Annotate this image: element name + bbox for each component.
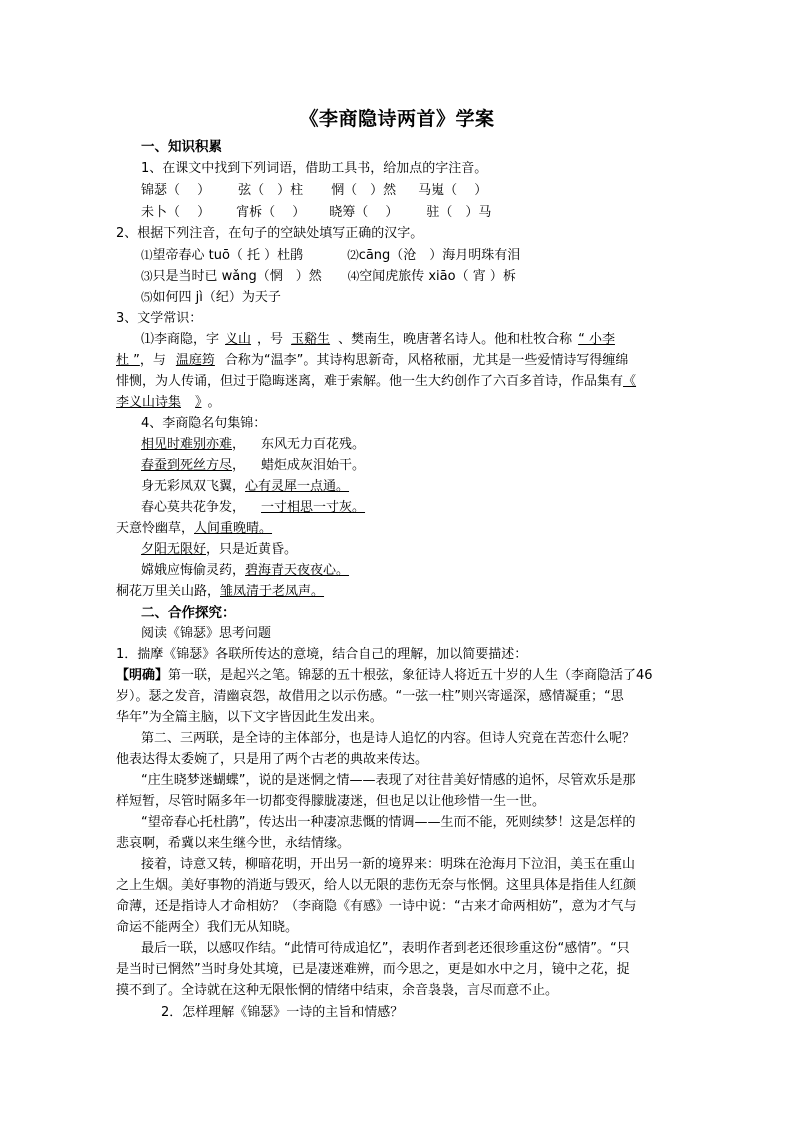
q2-row-2 [141,266,516,287]
question-1: 1、在课文中找到下列词语，借助工具书，给加点的字注音。 [141,161,488,176]
para5-line: 命运不能两全）我们无从知晓。 [116,920,299,935]
quote-blank: 夕阳无限好 [141,542,207,557]
quote-blank: 春蚕到死丝方尽 [141,458,233,473]
para4-line: “望帝春心托杜鹃”，传达出一种凄凉悲慨的情调——生而不能，死则续梦！这是怎样的 [141,815,636,830]
q2-num: ⑸ [141,290,153,304]
question-a2: 2．怎样理解《锦瑟》一诗的主旨和情感？ [161,1005,404,1020]
q3-text: 、樊南生，晚唐著名诗人。他和杜牧合称 [338,332,573,347]
q2-num: ⑵ [347,248,359,262]
para4-line: 悲哀啊，希冀以来生继今世，永结情缘。 [116,836,351,851]
q3-line-1 [141,330,615,350]
quote-line: 相见时难别亦难， 东风无力百花残。 [141,437,366,452]
question-4: 4、李商隐名句集锦： [141,416,267,431]
quote-line [116,519,272,539]
quote-blank: 雏凤清于老凤声。 [220,584,325,599]
reading-prompt: 阅读《锦瑟》思考问题 [141,626,272,641]
q3-text: 。 [207,395,221,410]
q1-row-1 [141,181,487,201]
quote-line: 夕阳无限好，只是近黄昏。 [141,542,298,557]
q2-row-3 [141,287,281,308]
q2-num: ⑷ [347,269,360,283]
para1-line [116,666,653,686]
q3-line-4 [116,393,221,413]
q2-num: ⑶ [141,269,153,283]
q1-item: 未卜（ ） [141,205,211,220]
quote-given: 嫦娥应悔偷灵药， [141,563,246,578]
quote-blank: 一寸相思一寸灰。 [261,500,366,515]
answer-collection-end: 》 [195,395,202,410]
q2-row-1 [141,245,520,266]
quote-line: 春蚕到死丝方尽， 蜡炬成灰泪始干。 [141,458,366,473]
q3-text: 合称为“温李”。其诗构思新奇，风格秾丽，尤其是一些爱情诗写得缠绵 [224,353,629,368]
quote-line [141,477,349,497]
quote-blank: 人间重晚晴。 [194,521,273,536]
quote-blank: 相见时难别亦难 [141,437,233,452]
para1-line: 岁）。瑟之发音，清幽哀怨，故借用之以示伤感。“一弦一柱”则兴寄遥深，感情凝重；“思 [116,689,624,704]
q3-line-3 [116,372,636,392]
quote-line [116,582,324,602]
para5-line: 命薄，还是指诗人才命相妨？（李商隐《有感》一诗中说：“古来才命两相妨”，意为才气与 [116,899,637,914]
quote-given: 身无彩凤双飞翼， [141,479,246,494]
q1-item: 马嵬（ ） [418,183,488,198]
para3-line: “庄生晓梦迷蝴蝶”，说的是迷惘之情——表现了对往昔美好情感的追怀，尽管欢乐是那 [141,773,636,788]
para-text: 第一联，是起兴之笔。锦瑟的五十根弦，象征诗人将近五十岁的人生（李商隐活了46 [168,668,653,683]
answer-courtesy-name: 义山 [225,332,252,347]
q1-item: 驻（ ）马 [426,205,492,220]
quote-given: 天意怜幽草， [116,521,195,536]
q1-item: 锦瑟（ ） [141,183,211,198]
q2-item: 空闻虎旅传 xiāo（ 宵 ）柝 [359,269,516,284]
question-3: 3、文学常识： [116,311,203,326]
para6-line: 最后一联，以感叹作结。“此情可待成追忆”，表明作者到老还很珍重这份“感情”。“只 [141,941,630,956]
answer-wen: 温庭筠 [175,353,215,368]
q3-text: ，号 [257,332,284,347]
para3-line: 样短暂，尽管时隔多年一切都变得朦胧凄迷，但也足以让他珍惜一生一世。 [116,794,546,809]
para5-line: 接着，诗意又转，柳暗花明，开出另一新的境界来：明珠在沧海月下泣泪，美玉在重山 [141,857,636,872]
q1-item: 弦（ ）柱 [238,183,304,198]
q1-item: 宵柝（ ） [236,205,306,220]
q1-item: 惘（ ）然 [331,183,397,198]
quote-given: 桐花万里关山路， [116,584,221,599]
q2-item: cāng（沧 ）海月明珠有泪 [358,248,521,263]
answer-collection-start: 《 [623,374,637,389]
q1-row-2 [141,203,491,223]
answer-nickname-end: 杜 ” [116,353,140,368]
quote-given: 东风无力百花残。 [261,437,366,452]
q3-text: ，与 [139,353,166,368]
clarify-label: 【明确】 [116,668,169,683]
para2-line: 他表达得太委婉了，只是用了两个古老的典故来传达。 [116,752,429,767]
question-2: 2、根据下列注音，在句子的空缺处填写正确的汉字。 [116,226,424,241]
quote-line [141,561,349,581]
para1-line: 华年”为全篇主脑，以下文字皆因此生发出来。 [116,710,383,725]
section-heading-knowledge: 一、知识积累 [141,139,222,155]
q3-text: 悱恻，为人传诵，但过于隐晦迷离，难于索解。他一生大约创作了六百多首诗，作品集有 [116,374,624,389]
answer-collection: 李义山诗集 [116,395,182,410]
para5-line: 之上生烟。美好事物的消逝与毁灭，给人以无限的悲伤无奈与怅惘。这里具体是指佳人红颜 [116,878,637,893]
quote-given: 春心莫共花争发， [141,500,246,515]
q2-num: ⑴ [141,248,153,262]
quote-blank: 碧海青天夜夜心。 [245,563,350,578]
q3-line-2 [116,351,628,371]
q3-text: ⑴李商隐，字 [141,332,220,347]
quote-given: 蜡炬成灰泪始干。 [261,458,366,473]
q2-item: 如何四 jì（纪）为天子 [152,290,281,305]
quote-blank: 心有灵犀一点通。 [245,479,350,494]
para6-line: 是当时已惘然”当时身处其境，已是凄迷难辨，而今思之，更是如水中之月，镜中之花，捉 [116,962,630,977]
section-heading-explore: 二、合作探究： [141,605,236,621]
q2-item: 望帝春心 tuō（ 托 ）杜鹃 [152,248,304,263]
answer-literary-name: 玉谿生 [291,332,331,347]
answer-nickname: “ 小李 [578,332,615,347]
para2-line: 第二、三两联，是全诗的主体部分，也是诗人追忆的内容。但诗人究竟在苦恋什么呢？ [141,731,636,746]
q2-item: 只是当时已 wǎng（惘 ）然 [152,269,322,284]
quote-given: 只是近黄昏。 [219,542,298,557]
question-a1: 1．揣摩《锦瑟》各联所传达的意境，结合自己的理解，加以简要描述： [116,647,528,662]
quote-line [141,498,365,518]
para6-line: 摸不到了。全诗就在这种无限怅惘的情绪中结束，余音袅袅，言尽而意不止。 [116,983,559,998]
q1-item: 晓筹（ ） [329,205,399,220]
page-title: 《李商隐诗两首》学案 [299,108,495,130]
